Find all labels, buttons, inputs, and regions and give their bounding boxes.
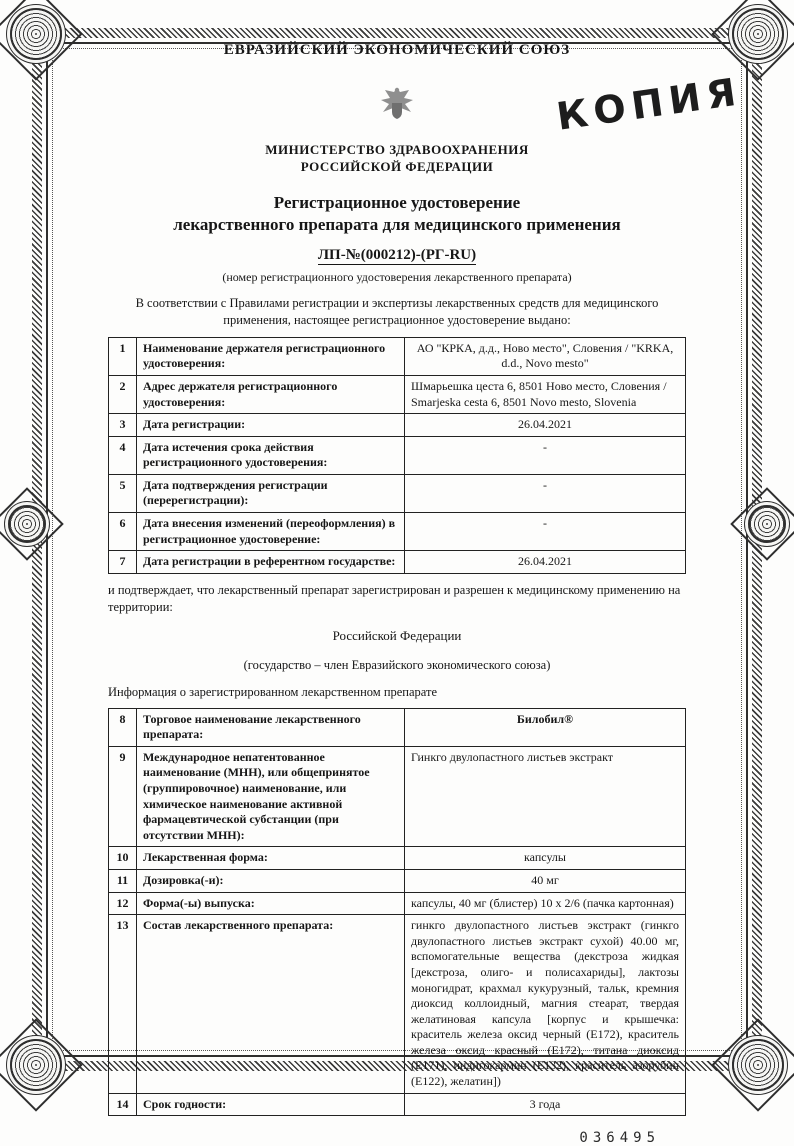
- row-number: 11: [109, 869, 137, 892]
- row-value: 3 года: [405, 1093, 686, 1116]
- row-label: Состав лекарственного препарата:: [137, 915, 405, 1094]
- edge-rosette-right: [748, 505, 786, 543]
- row-value: Шмарьешка цеста 6, 8501 Ново место, Словения / Smarjeska cesta 6, 8501 Novo mesto, Slovenia: [405, 375, 686, 413]
- territory-caption: (государство – член Евразийского экономического союза): [243, 657, 551, 672]
- row-label: Международное непатентованное наименование (МНН), или общепринятое (группировочное) наименование, или химическое наименование активной фармацевтической субстанции (при отсутствии МНН):: [137, 746, 405, 847]
- document-title-line-2: лекарственного препарата для медицинского применения: [173, 214, 621, 234]
- row-value: 40 мг: [405, 869, 686, 892]
- registration-number-caption: (номер регистрационного удостоверения лекарственного препарата): [222, 269, 572, 284]
- row-label: Адрес держателя регистрационного удостоверения:: [137, 375, 405, 413]
- table-row: [109, 869, 686, 892]
- row-number: 10: [109, 847, 137, 870]
- product-table: [108, 708, 686, 1117]
- table-row: [109, 1093, 686, 1116]
- row-value: -: [405, 513, 686, 551]
- row-number: 7: [109, 551, 137, 574]
- registration-number-value: ЛП-№(000212)-(РГ-RU): [317, 246, 477, 263]
- row-number: 3: [109, 414, 137, 437]
- table-row: [109, 436, 686, 474]
- row-label: Наименование держателя регистрационного удостоверения:: [137, 337, 405, 375]
- document-title-line-1: Регистрационное удостоверение: [273, 192, 521, 212]
- table-row: [109, 708, 686, 746]
- row-value: АО "КРКА, д.д., Ново место", Словения / "KRKA, d.d., Novo mesto": [405, 337, 686, 375]
- table-row: [109, 513, 686, 551]
- row-label: Срок годности:: [137, 1093, 405, 1116]
- table-row: [109, 337, 686, 375]
- table-row: [109, 915, 686, 1094]
- registration-number: [108, 246, 686, 264]
- row-number: 9: [109, 746, 137, 847]
- row-number: 14: [109, 1093, 137, 1116]
- document-title: [108, 192, 686, 236]
- row-label: Дата регистрации в референтном государстве:: [137, 551, 405, 574]
- ministry-name: [108, 142, 686, 176]
- row-value: -: [405, 436, 686, 474]
- ministry-line-1: МИНИСТЕРСТВО ЗДРАВООХРАНЕНИЯ: [265, 142, 529, 157]
- row-label: Дата регистрации:: [137, 414, 405, 437]
- product-info-title: Информация о зарегистрированном лекарственном препарате: [108, 684, 438, 699]
- edge-rosette-left: [8, 505, 46, 543]
- table-row: [109, 375, 686, 413]
- row-number: 2: [109, 375, 137, 413]
- row-value: капсулы: [405, 847, 686, 870]
- union-header: ЕВРАЗИЙСКИЙ ЭКОНОМИЧЕСКИЙ СОЮЗ: [223, 42, 571, 58]
- row-number: 1: [109, 337, 137, 375]
- row-number: 8: [109, 708, 137, 746]
- row-value: Гинкго двулопастного листьев экстракт: [405, 746, 686, 847]
- row-number: 13: [109, 915, 137, 1094]
- table-row: [109, 474, 686, 512]
- row-label: Дата внесения изменений (переоформления) в регистрационное удостоверение:: [137, 513, 405, 551]
- corner-rosette-bottom-right: [732, 1039, 784, 1091]
- table-row: [109, 892, 686, 915]
- row-label: Форма(-ы) выпуска:: [137, 892, 405, 915]
- row-value: капсулы, 40 мг (блистер) 10 х 2/6 (пачка картонная): [405, 892, 686, 915]
- row-label: Лекарственная форма:: [137, 847, 405, 870]
- intro-paragraph: В соответствии с Правилами регистрации и экспертизы лекарственных средств для медицинского применения, настоящее регистрационное удостоверение выдано:: [135, 295, 659, 327]
- row-label: Дозировка(-и):: [137, 869, 405, 892]
- territory-name: Российской Федерации: [332, 627, 462, 643]
- row-label: Торговое наименование лекарственного препарата:: [137, 708, 405, 746]
- row-value: 26.04.2021: [405, 551, 686, 574]
- row-number: 6: [109, 513, 137, 551]
- row-value: 26.04.2021: [405, 414, 686, 437]
- row-number: 12: [109, 892, 137, 915]
- corner-rosette-bottom-left: [10, 1039, 62, 1091]
- row-label: Дата подтверждения регистрации (перерегистрации):: [137, 474, 405, 512]
- row-label: Дата истечения срока действия регистрационного удостоверения:: [137, 436, 405, 474]
- row-number: 4: [109, 436, 137, 474]
- row-value: -: [405, 474, 686, 512]
- corner-rosette-top-right: [732, 8, 784, 60]
- document-content: [108, 42, 686, 1146]
- row-value: Билобил®: [405, 708, 686, 746]
- ministry-emblem-icon: [377, 116, 417, 133]
- copy-stamp: КОПИЯ: [553, 69, 745, 139]
- table-row: [109, 746, 686, 847]
- row-number: 5: [109, 474, 137, 512]
- row-value: гинкго двулопастного листьев экстракт (гинкго двулопастного листьев экстракт сухой) 40.00 мг, вспомогательные вещества (декстроза жидкая [декстроза, олиго- и полисахариды], лактозы моногидрат, крахмал кукурузный, тальк, кремния диоксид коллоидный, магния стеарат, твердая желатиновая капсула [корпус и крышечка: краситель железа оксид черный (Е172), краситель железа оксид красный (Е172), титана диоксид (Е171), индигокармин (Е132), краситель азорубин (Е122), желатин]): [405, 915, 686, 1094]
- ministry-line-2: РОССИЙСКОЙ ФЕДЕРАЦИИ: [300, 158, 494, 174]
- registration-table: [108, 337, 686, 574]
- table-row: [109, 551, 686, 574]
- table-row: [109, 414, 686, 437]
- serial-number: 036495: [579, 1130, 660, 1146]
- confirmation-paragraph: и подтверждает, что лекарственный препарат зарегистрирован и разрешен к медицинскому применению на территории:: [108, 582, 681, 614]
- table-row: [109, 847, 686, 870]
- corner-rosette-top-left: [10, 8, 62, 60]
